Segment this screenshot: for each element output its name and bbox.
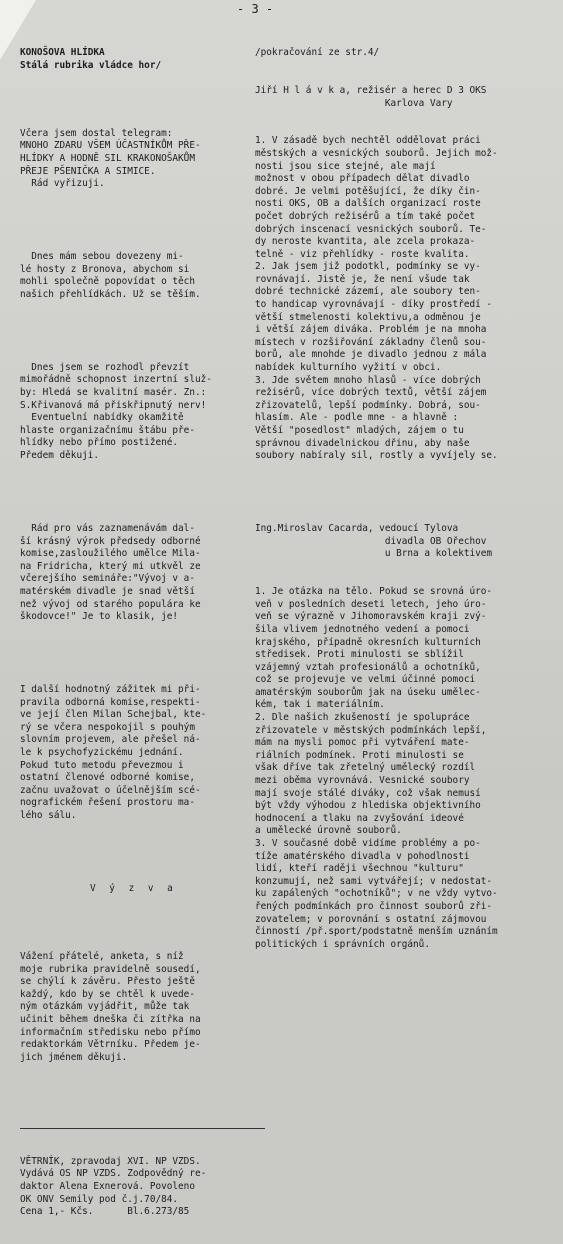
telegram-line: Včera jsem dostal telegram: [20,127,173,139]
text-line: to handicap vyrovnávají - díky prostředí - [255,299,493,311]
text-line: středisek. Proti minulosti se sblížil [255,649,464,661]
paragraph-commission [20,684,275,823]
text-line: dobré. Je velmi potěšující, že díky čin- [255,185,481,197]
divider [20,1128,265,1129]
imprint-line: Vydává OS NP VZDS. Zodpovědný re- [20,1168,207,1180]
text-line: Vážení přátelé, anketa, s níž [20,950,184,962]
speaker-line: u Brna a kolektivem [255,548,493,560]
text-line: zřizovatele v městských podmínkách lepší, [255,724,487,736]
left-column [20,22,275,1244]
text-line: soubory nabíraly sil, rostly a vyvíjely se. [255,450,498,462]
text-line: nografickém řešení prostoru ma- [20,797,195,809]
text-line: zovatelem; v porovnání s ostatní zájmovou [255,913,487,925]
text-line: jich jménem děkuji. [20,1051,128,1063]
text-line: lidí, kteří raději všechnou "kulturu" [255,863,464,875]
text-line: na Fridricha, který mi utkvěl ze [20,560,201,572]
text-line: vzájemný vztah profesionálů a ochotníků, [255,661,481,673]
text-line: ve její člen Milan Schejbal, kte- [20,709,207,721]
speaker-line: Jiří H l á v k a, režisér a herec D 3 OKS [255,84,487,96]
text-line: Rád pro vás zaznamenávám dal- [20,522,195,534]
page-number: - 3 - [237,2,274,16]
text-line: matérském divadle je snad větší [20,585,195,597]
text-line: komise,zasloužilého umělce Mila- [20,548,201,560]
text-line: 3. Jde světem mnoho hlasů - více dobrých [255,374,481,386]
text-line: hlaste organizačnímu štábu pře- [20,424,195,436]
text-line: Pokud tuto metodu převezmou i [20,759,184,771]
text-line: šila vlivem jednotného vedení a pomoci [255,623,470,635]
telegram-block [20,128,275,191]
text-line: nabídek kulturního vyžití v obci. [255,362,442,374]
text-line: hlídky nebo přímo postižené. [20,437,179,449]
text-line: amatérským souborům jak na úseku umělec- [255,686,481,698]
text-line: možnost v obou případech dělat divadlo [255,173,470,185]
text-line: 2. Jak jsem již podotkl, podmínky se vy- [255,261,481,273]
text-line: rý se včera nespokojil s pouhým [20,721,195,733]
text-line: správnou divadelnickou dřinu, aby naše [255,437,470,449]
text-line: tíže amatérského divadla v pohodlnosti [255,850,470,862]
text-line: redaktorkám Větrníku. Předem je- [20,1039,201,1051]
text-line: nosti jsou sice stejné, ale mají [255,160,436,172]
text-line: Předem děkuji. [20,450,100,461]
text-line: veň v posledních deseti letech, jeho úro- [255,598,487,610]
telegram-line: MNOHO ZDARU VŠEM ÚČASTNÍKŮM PŘE- [20,140,201,152]
continuation-note: /pokračování ze str.4/ [255,47,380,59]
text-line: učinit během dneška či zítřka na [20,1013,201,1025]
header-line: Stálá rubrika vládce hor/ [20,59,162,71]
text-line: být vždy výhodou z hlediska objektivního [255,800,481,812]
text-line: 1. V zásadě bych nechtěl oddělovat práci [255,135,481,147]
text-line: řených podmínkách pro činnost souborů zři- [255,900,493,912]
text-line: veň se výrazně v Jihomoravském kraji zvý- [255,611,487,623]
text-line: zřizovatelů, lepší podmínky. Dobrá, sou- [255,399,481,411]
imprint-line: VĚTRNÍK, zpravodaj XVI. NP VZDS. [20,1155,201,1167]
text-line: rovnávají. Jistě je, že není všude tak [255,273,470,285]
imprint-block [20,1156,275,1219]
speaker-line: divadla OB Ořechov [255,535,487,547]
text-line: dy neroste kvantita, ale zcela prokaza- [255,236,476,248]
answers-cacarda [255,586,555,951]
text-line: škodovce!" Je to klasik, je! [20,611,179,623]
telegram-line: HLÍDKY A HODNĚ SIL KRAKONOŠAKŮM [20,152,195,164]
paragraph-guests [20,251,275,301]
column-header [20,47,275,72]
text-line: kém, tak i materiálním. [255,699,385,711]
text-line: než vývoj od starého populára ke [20,598,201,610]
text-line: moje rubrika pravidelně sousedí, [20,963,201,975]
text-line: včerejšího semináře:"Vývoj v a- [20,573,195,585]
text-line: 2. Dle našich zkušeností je spolupráce [255,712,470,724]
text-line: mimořádně schopnost inzertní služ- [20,374,212,386]
text-line: 3. V současné době vidíme problémy a po- [255,838,481,849]
text-line: ku zapálených "ochotníků"; v ne vždy vytvo- [255,888,498,900]
text-line: riálních podmínek. Proti minulosti se [255,749,464,761]
text-line: i větší zájem diváka. Problém je na mnoha [255,324,487,336]
text-line: le k psychofyzickému jednání. [20,747,184,759]
text-line: dobré technické zázemí, ale soubory ten- [255,286,481,298]
text-line: počet dobrých režisérů a tím také počet [255,210,476,222]
text-line: však dříve tak zřetelný umělecký rozdíl [255,762,476,774]
text-line: Dnes mám sebou dovezeny mi- [20,251,184,263]
speaker-line: Karlova Vary [255,97,453,109]
text-line: Dnes jsem se rozhodl převzít [20,361,190,373]
text-line: mají svoje stálé diváky, což však nemusí [255,787,481,799]
answers-hlavka [255,135,555,462]
text-line: I další hodnotný zážitek mi při- [20,684,201,696]
text-line: mohli společně popovídat o těch [20,276,195,288]
speaker-line: Ing.Miroslav Cacarda, vedoucí Tylova [255,523,459,535]
text-line: hlasím. Ale - podle mne - a hlavně : [255,412,459,424]
text-line: telně - viz přehlídky - roste kvalita. [255,248,470,260]
text-line: větší stmelenosti kolektivu,a odměnou je [255,311,481,323]
text-line: ným otázkám vyjádřit, může tak [20,1001,190,1013]
header-line: KONOŠOVA HLÍDKA [20,47,105,59]
text-line: dobrých inscenací vesnických souborů. Te- [255,223,487,235]
text-line: Eventuelní nabídky okamžitě [20,412,184,424]
text-line: ostatní členové odborné komise, [20,772,195,784]
text-line: mám na mysli pomoc při vytváření mate- [255,737,470,749]
text-line: se chýlí k závěru. Přesto ještě [20,976,195,988]
vyzva-heading: V ý z v a [90,883,177,894]
text-line: informačním středisku nebo přímo [20,1026,201,1038]
text-line: lé hosty z Bronova, abychom si [20,263,190,275]
text-line: krajského, případně okresních kulturních [255,636,481,648]
vyzva-body [20,951,275,1064]
text-line: našich přehlídkách. Už se těším. [20,288,201,300]
text-line: pravila odborná komise,respekti- [20,696,201,708]
speaker-hlavka [255,85,555,110]
text-line: ší krásný výrok předsedy odborné [20,535,201,547]
text-line: nosti OKS, OB a dalších organizací roste [255,198,481,210]
paragraph-quote [20,523,275,624]
text-line: a umělecké úrovně souborů. [255,825,402,837]
text-line: což se projevuje ve velmi účinné pomoci [255,674,476,686]
text-line: režisérů, více dobrých textů, větší zájem [255,387,487,399]
text-line: Větší "posedlost" mladých, zájem o tu [255,425,464,436]
text-line: začnu uvažovat o účelnějším scé- [20,784,201,796]
speaker-cacarda [255,523,555,561]
imprint-line: OK ONV Semily pod č.j.70/84. [20,1193,179,1205]
text-line: konzumují, než sami vytvářejí; v nedostat- [255,875,493,887]
imprint-line: daktor Alena Exnerová. Povoleno [20,1181,195,1193]
text-line: místech v rozšiřování základny členů sou- [255,336,487,348]
text-line: mezi oběma vyrovnává. Vesnické soubory [255,775,470,787]
text-line: borů, ale mnohde je divadlo jednou z mála [255,349,487,361]
text-line: každý, kdo by se chtěl k uvede- [20,988,195,1000]
text-line: hodnocení a tlaku na zvyšování ideové [255,812,464,824]
text-line: činností /př.sport/podstatně menším uznáním [255,926,498,938]
text-line: politických i správních orgánů. [255,938,430,950]
text-line: městských a vesnických souborů. Jejich mož- [255,147,498,159]
imprint-line: Cena 1,- Kčs. Bl.6.273/85 [20,1206,190,1218]
text-line: by: Hledá se kvalitní masér. Zn.: [20,387,207,399]
text-line: 1. Je otázka na tělo. Pokud se srovná úro- [255,586,493,598]
text-line: lého sálu. [20,810,77,822]
telegram-line: Rád vyřizuji. [20,178,105,190]
text-line: slovním projevem, ale přešel ná- [20,734,201,746]
telegram-line: PŘEJE PŠENIČKA A SIMICE. [20,165,156,177]
right-column [255,22,555,977]
paragraph-ad [20,362,275,463]
text-line: S.Křivanová má přiskřipnutý nerv! [20,399,207,411]
